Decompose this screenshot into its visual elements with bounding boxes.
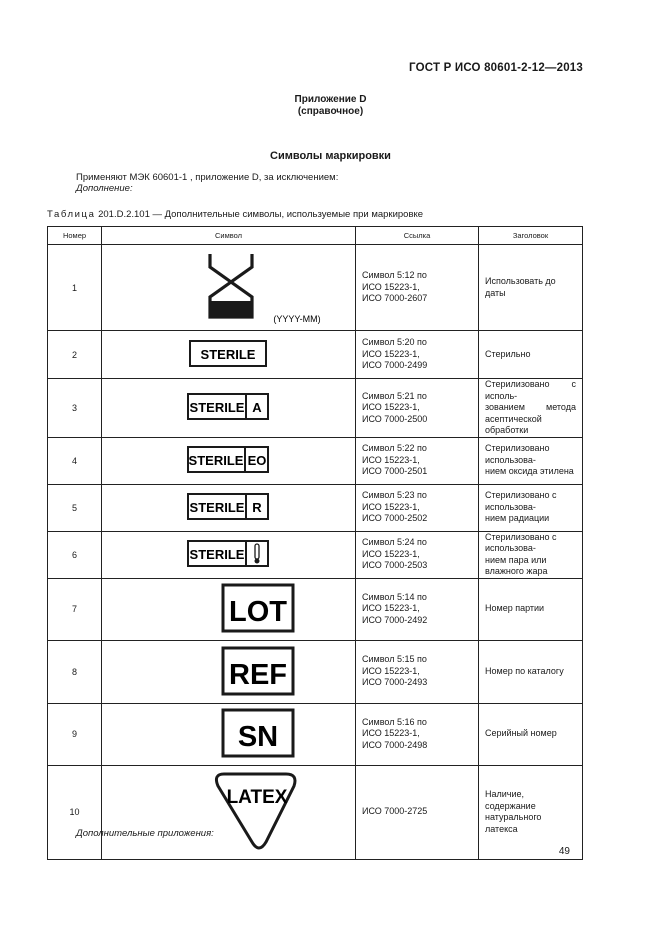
reference-cell (356, 703, 479, 765)
lot-label: LOT (229, 595, 287, 628)
sn-label: SN (237, 720, 279, 753)
title-cell (479, 245, 583, 331)
row-number: 6 (48, 531, 102, 578)
title-cell (479, 484, 583, 531)
lot-icon (102, 579, 356, 638)
appendix-title: Приложение D (294, 94, 367, 105)
ref-line: ИСО 15223-1, (362, 548, 420, 559)
table-row (48, 703, 583, 765)
latex-triangle-icon (102, 766, 356, 857)
serial-number-icon (102, 704, 356, 763)
ref-line: ИСО 7000-2499 (362, 360, 428, 371)
appendix-subtitle: (справочное) (297, 106, 364, 117)
table-row (48, 765, 583, 859)
ref-line: ИСО 15223-1, (362, 501, 420, 512)
appendix-heading (0, 94, 661, 118)
reference-cell (356, 765, 479, 859)
sterile-icon (102, 331, 356, 376)
table-row (48, 578, 583, 640)
title-line: Наличие, содержание (485, 789, 536, 811)
title-cell (479, 379, 583, 438)
title-cell (479, 640, 583, 703)
title-line: Использовать до даты (485, 276, 556, 298)
sterile-aseptic-icon (102, 385, 356, 429)
ref-line: ИСО 7000-2501 (362, 466, 428, 477)
table-caption-text: 201.D.2.101 — Дополнительные символы, используемые при маркировке (95, 209, 424, 220)
table-row (48, 640, 583, 703)
intro-line-1: Применяют МЭК 60601-1 , приложение D, за исключением: (76, 172, 339, 183)
title-line: натурального латекса (485, 812, 542, 834)
title-line: Номер по каталогу (485, 665, 564, 676)
title-cell (479, 331, 583, 379)
sterile-label: STERILE (189, 546, 245, 562)
reference-cell (356, 531, 479, 578)
table-caption-prefix: Таблица (47, 209, 96, 220)
aseptic-mark: A (252, 399, 262, 415)
table-row (48, 331, 583, 379)
row-number: 10 (48, 765, 102, 859)
ref-line: Символ 5:15 по (362, 654, 427, 665)
title-line: Стерилизовано с использова- (485, 531, 557, 553)
thermometer-icon (255, 544, 260, 564)
symbols-table (47, 226, 583, 860)
table-row (48, 245, 583, 331)
table-row (48, 531, 583, 578)
ref-line: Символ 5:20 по (362, 337, 427, 348)
title-line: обработки (485, 425, 529, 435)
radiation-mark: R (252, 499, 262, 515)
ref-line: ИСО 7000-2493 (362, 677, 428, 688)
ref-line: ИСО 15223-1, (362, 603, 420, 614)
ref-line: ИСО 7000-2492 (362, 614, 428, 625)
ref-line: ИСО 15223-1, (362, 402, 420, 412)
title-line: Номер партии (485, 603, 545, 614)
symbol-cell (102, 531, 356, 578)
title-cell (479, 578, 583, 640)
table-row (48, 379, 583, 438)
row-number: 7 (48, 578, 102, 640)
row-number: 8 (48, 640, 102, 703)
intro-line-2: Дополнение: (76, 183, 133, 194)
ref-line: ИСО 15223-1, (362, 665, 420, 676)
hourglass-use-by-icon (102, 245, 356, 328)
title-line: нием пара или влажного жара (485, 554, 548, 576)
symbol-cell (102, 484, 356, 531)
title-line: нием радиации (485, 513, 550, 524)
title-cell (479, 437, 583, 484)
ref-line: ИСО 15223-1, (362, 348, 420, 359)
symbol-cell (102, 331, 356, 379)
title-line: зованием метода асептической (485, 402, 576, 424)
col-header-symbol: Символ (102, 227, 356, 245)
row-number: 9 (48, 703, 102, 765)
page-number: 49 (558, 846, 570, 857)
sterile-label: STERILE (189, 499, 245, 515)
symbol-cell (102, 703, 356, 765)
row-number: 1 (48, 245, 102, 331)
ref-label: REF (229, 658, 287, 691)
row-number: 5 (48, 484, 102, 531)
symbol-cell (102, 765, 356, 859)
symbol-cell (102, 245, 356, 331)
title-line: Стерильно (485, 348, 531, 359)
footnote: Дополнительные приложения: (76, 828, 214, 839)
sterile-steam-icon (102, 532, 356, 576)
table-header-row (48, 227, 583, 245)
reference-cell (356, 437, 479, 484)
row-number: 4 (48, 437, 102, 484)
ref-line: ИСО 7000-2503 (362, 560, 428, 571)
ref-line: Символ 5:22 по (362, 443, 427, 454)
reference-cell (356, 245, 479, 331)
standard-designation: ГОСТ Р ИСО 80601-2-12—2013 (409, 62, 583, 74)
symbol-cell (102, 379, 356, 438)
reference-cell (356, 640, 479, 703)
col-header-title: Заголовок (479, 227, 583, 245)
section-title: Символы маркировки (270, 150, 391, 162)
ref-line: ИСО 15223-1, (362, 728, 420, 739)
intro-text (76, 172, 338, 194)
title-line: Стерилизовано с использова- (485, 490, 557, 512)
sterile-label: STERILE (200, 347, 256, 362)
sterile-label: STERILE (188, 452, 244, 468)
reference-cell (356, 331, 479, 379)
title-cell (479, 765, 583, 859)
ref-line: Символ 5:14 по (362, 591, 427, 602)
table-caption (47, 209, 423, 220)
ref-line: ИСО 7000-2502 (362, 513, 428, 524)
symbol-cell (102, 437, 356, 484)
ref-line: Символ 5:12 по (362, 270, 427, 281)
title-line: Серийный номер (485, 728, 557, 739)
title-cell (479, 531, 583, 578)
row-number: 3 (48, 379, 102, 438)
sterile-label: STERILE (189, 399, 245, 415)
table-row (48, 437, 583, 484)
symbol-cell (102, 578, 356, 640)
ref-line: Символ 5:16 по (362, 716, 427, 727)
title-line: Стерилизовано использова- (485, 443, 550, 465)
use-by-date-format: (YYYY-MM) (273, 314, 321, 324)
reference-cell (356, 484, 479, 531)
title-line: Стерилизовано с исполь- (485, 379, 576, 401)
latex-label: LATEX (226, 786, 288, 808)
sterile-radiation-icon (102, 485, 356, 529)
sterile-eo-icon (102, 438, 356, 482)
row-number: 2 (48, 331, 102, 379)
title-cell (479, 703, 583, 765)
reference-cell (356, 578, 479, 640)
ref-icon (102, 641, 356, 701)
ethylene-oxide-mark: EO (247, 452, 267, 468)
ref-line: ИСО 7000-2500 (362, 413, 428, 424)
col-header-reference: Ссылка (356, 227, 479, 245)
ref-line: ИСО 15223-1, (362, 281, 420, 292)
ref-line: Символ 5:23 по (362, 490, 427, 501)
title-line: нием оксида этилена (485, 466, 574, 477)
ref-line: ИСО 7000-2607 (362, 293, 428, 304)
ref-line: ИСО 15223-1, (362, 454, 420, 465)
table-row (48, 484, 583, 531)
ref-line: ИСО 7000-2725 (362, 806, 428, 817)
col-header-number: Номер (48, 227, 102, 245)
reference-cell (356, 379, 479, 438)
ref-line: Символ 5:21 по (362, 390, 427, 401)
ref-line: ИСО 7000-2498 (362, 739, 428, 750)
ref-line: Символ 5:24 по (362, 537, 427, 548)
symbol-cell (102, 640, 356, 703)
